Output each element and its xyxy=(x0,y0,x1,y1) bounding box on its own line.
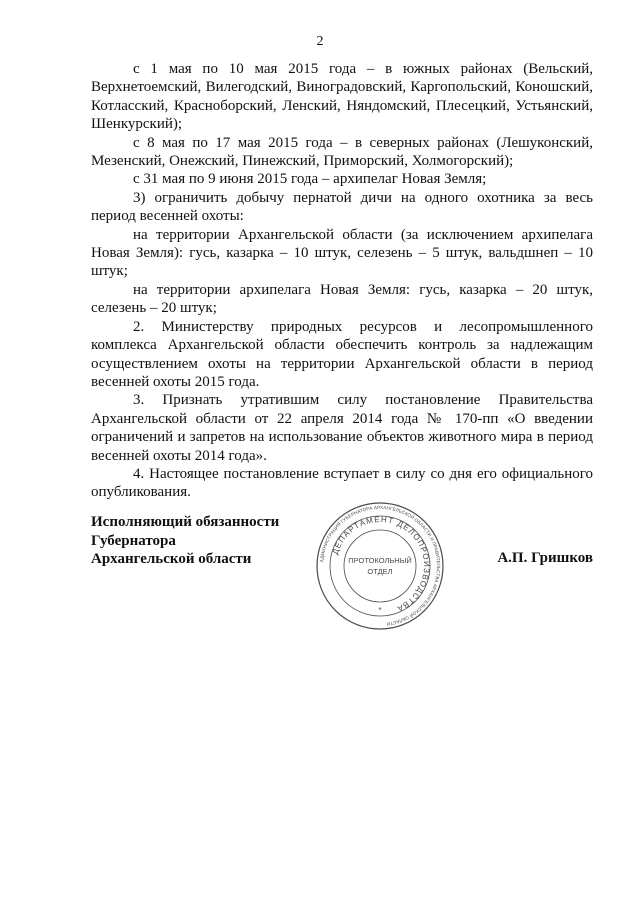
seal-center-line: ОТДЕЛ xyxy=(367,567,393,576)
paragraph-south-districts: с 1 мая по 10 мая 2015 года – в южных районах (Вельский, Верхнетоемский, Вилегодский, Виноградовский, Каргопольский, Коношский, Котласский, Красноборский, Ленский, Няндомский, Плесецкий, Устьянский, Шенкурский); xyxy=(91,61,593,133)
paragraph-limit-region: на территории Архангельской области (за исключением архипелага Новая Земля): гусь, казарка – 10 штук, селезень – 5 штук, вальдшнеп – 10 штук; xyxy=(91,226,593,280)
page-number: 2 xyxy=(316,34,324,49)
signatory-title-line: Губернатора xyxy=(91,532,176,549)
paragraph-bag-limit-intro: 3) ограничить добычу пернатой дичи на одного охотника за весь период весенней охоты: xyxy=(91,189,593,225)
signatory-title-line: Исполняющий обязанности xyxy=(91,514,280,530)
official-seal xyxy=(315,501,445,631)
signatory-title xyxy=(91,513,279,569)
seal-star: * xyxy=(378,606,382,615)
paragraph-item-2-ministry: 2. Министерству природных ресурсов и лесопромышленного комплекса Архангельской области обеспечить контроль за надлежащим осуществлением охоты на территории Архангельской области в период весенней охоты 2015 года. xyxy=(91,318,593,390)
signature-block xyxy=(91,504,593,633)
paragraph-limit-novaya-zemlya: на территории архипелага Новая Земля: гусь, казарка – 20 штук, селезень – 20 штук; xyxy=(91,281,593,317)
signatory-title-line: Архангельской области xyxy=(91,551,252,567)
signatory-name: А.П. Гришков xyxy=(497,550,593,566)
document-body xyxy=(91,60,593,502)
seal-inner-text: ДЕПАРТАМЕНТ ДЕЛОПРОИЗВОДСТВА xyxy=(330,514,432,614)
paragraph-item-4-effective: 4. Настоящее постановление вступает в силу со дня его официального опубликования. xyxy=(91,465,593,501)
seal-outer-text: АДМИНИСТРАЦИЯ ГУБЕРНАТОРА АРХАНГЕЛЬСКОЙ ОБЛАСТИ И ПРАВИТЕЛЬСТВА АРХАНГЕЛЬСКОЙ ОБЛАСТИ xyxy=(319,504,442,627)
paragraph-novaya-zemlya-dates: с 31 мая по 9 июня 2015 года – архипелаг Новая Земля; xyxy=(133,171,487,188)
paragraph-item-3-repeal: 3. Признать утратившим силу постановление Правительства Архангельской области от 22 апреля 2014 года № 170-пп «О введении ограничений и запретов на использование объектов животного мира в период весенней охоты 2014 года». xyxy=(91,392,593,464)
paragraph-north-districts: с 8 мая по 17 мая 2015 года – в северных районах (Лешуконский, Мезенский, Онежский, Пинежский, Приморский, Холмогорский); xyxy=(91,134,593,170)
seal-center-line: ПРОТОКОЛЬНЫЙ xyxy=(348,556,412,565)
seal-inner-ring xyxy=(344,530,416,602)
